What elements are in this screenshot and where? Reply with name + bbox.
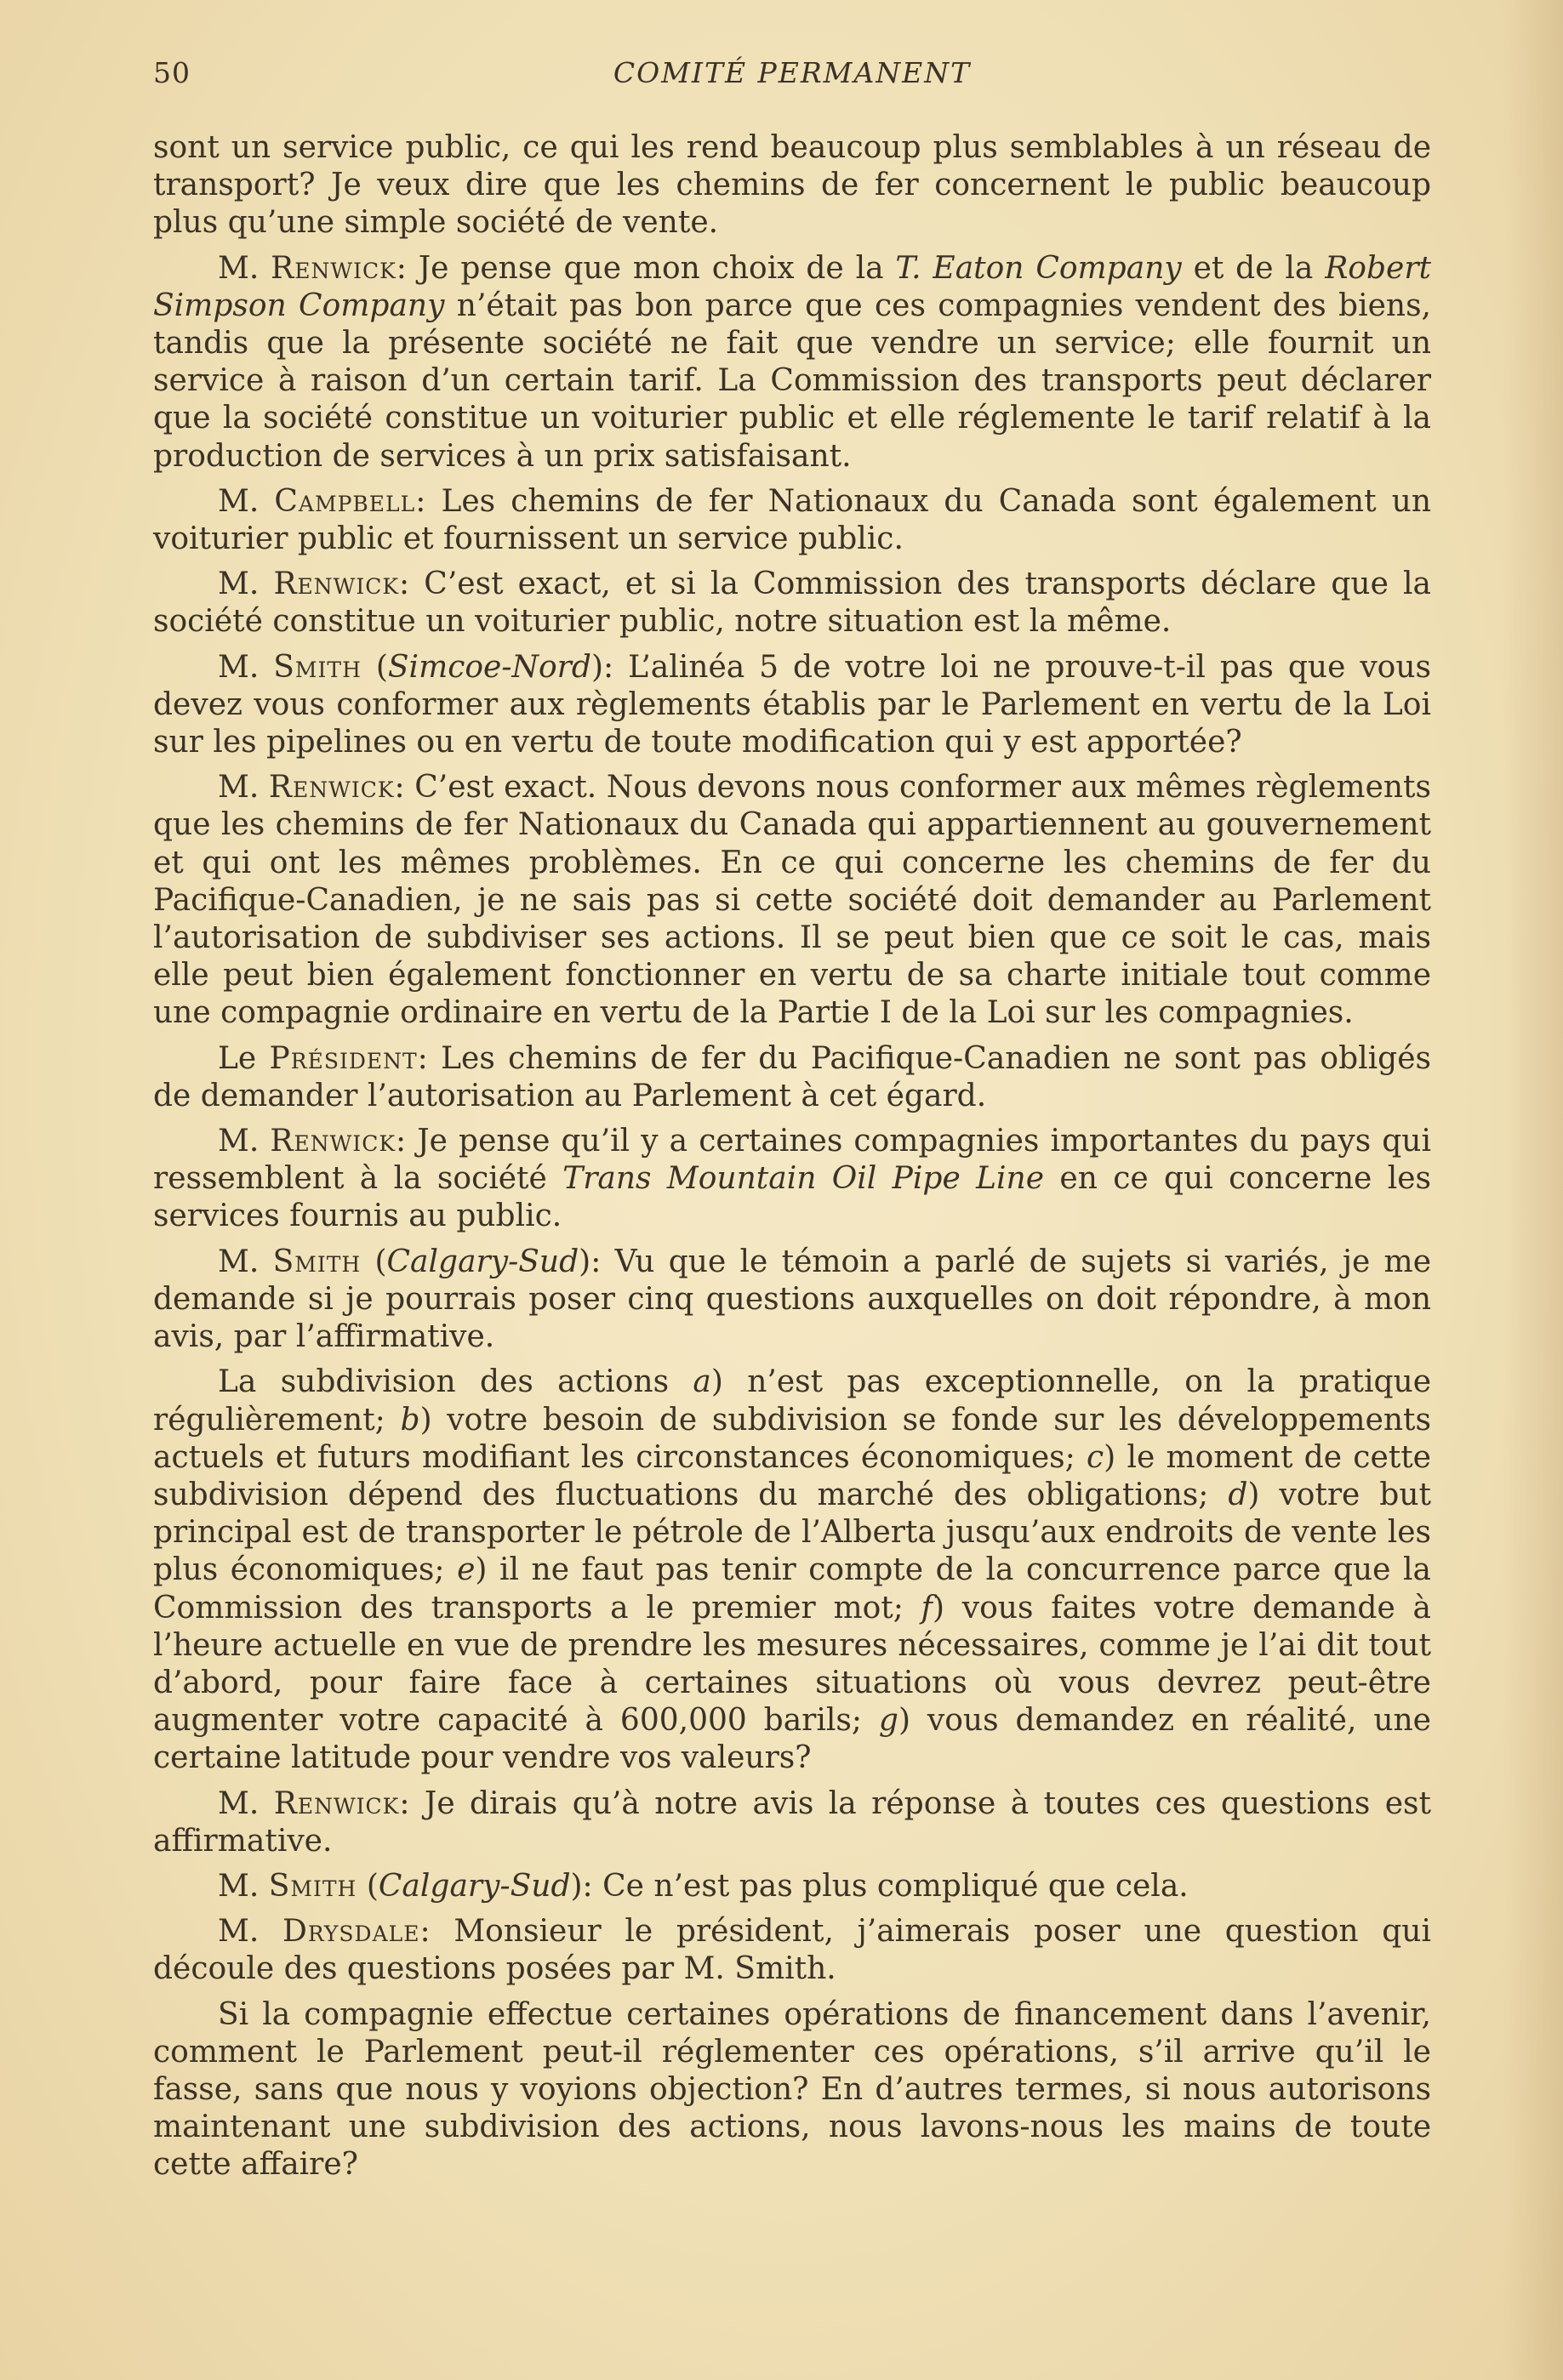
- italic-text: Trans Mountain Oil Pipe Line: [562, 1161, 1045, 1197]
- paragraph: [153, 129, 1431, 242]
- italic-text: f: [921, 1590, 933, 1626]
- text-run: M.: [218, 1868, 269, 1904]
- text-run: ) vous demandez en réalité, une certaine latitude pour vendre vos valeurs?: [153, 1703, 1431, 1776]
- text-run: M.: [218, 250, 271, 286]
- paragraph: [153, 769, 1431, 1032]
- text-run: Si la compagnie effectue certaines opérations de financement dans l’avenir, comment le Parlement peut-il réglementer ces opérations, s’il arrive qu’il le fasse, sans que nous y voyions objection? En d’autres termes, si nous autorisons maintenant une subdivision des actions, nous lavons-nous les mains de toute cette affaire?: [153, 1996, 1431, 2183]
- text-run: ) n’est pas exceptionnelle, on la pratique régulièrement;: [153, 1364, 1431, 1438]
- speaker-name: Renwick: [268, 770, 395, 806]
- paragraph: [153, 250, 1431, 475]
- text-run: : Je pense que mon choix de la: [396, 250, 896, 286]
- italic-text: Robert Simpson Company: [153, 250, 1432, 323]
- running-head: COMITÉ PERMANENT: [613, 56, 972, 89]
- paragraph: [153, 1123, 1431, 1236]
- italic-text: g: [878, 1703, 898, 1739]
- text-run: (: [357, 1868, 379, 1904]
- italic-text: e: [457, 1552, 476, 1588]
- text-run: La subdivision des actions: [218, 1364, 693, 1400]
- italic-text: T. Eaton Company: [895, 250, 1182, 286]
- italic-text: Calgary-Sud: [378, 1868, 571, 1904]
- speaker-name: Président: [269, 1040, 418, 1076]
- italic-text: c: [1086, 1439, 1104, 1475]
- text-run: M.: [218, 770, 269, 806]
- text-run: : C’est exact, et si la Commission des transports déclare que la société constitue un voiturier public, notre situation est la même.: [153, 567, 1432, 640]
- italic-text: d: [1228, 1477, 1248, 1512]
- paragraph: [153, 566, 1431, 641]
- speaker-name: Smith: [273, 649, 362, 685]
- paragraph: [153, 1868, 1431, 1905]
- speaker-name: Renwick: [271, 250, 396, 286]
- italic-text: a: [693, 1364, 711, 1400]
- paragraph: [153, 1040, 1431, 1115]
- paragraph: [153, 1364, 1431, 1777]
- speaker-name: Renwick: [273, 1785, 400, 1821]
- speaker-name: Renwick: [273, 567, 400, 602]
- paragraph: [153, 483, 1431, 558]
- speaker-name: Drysdale: [282, 1914, 420, 1950]
- text-run: M.: [218, 1124, 271, 1159]
- text-run: (: [361, 649, 388, 685]
- page-number: 50: [153, 56, 191, 89]
- text-run: : Les chemins de fer du Pacifique-Canadien ne sont pas obligés de demander l’autorisation au Parlement à cet égard.: [153, 1040, 1431, 1113]
- text-run: : Les chemins de fer Nationaux du Canada sont également un voiturier public et fournissent un service public.: [153, 483, 1431, 557]
- text-run: ) il ne faut pas tenir compte de la concurrence parce que la Commission des transports a le premier mot;: [153, 1552, 1431, 1626]
- italic-text: b: [400, 1402, 420, 1438]
- text-run: en ce qui concerne les services fournis au public.: [153, 1161, 1431, 1234]
- text-run: : Je pense qu’il y a certaines compagnies importantes du pays qui ressemblent à la société: [153, 1124, 1432, 1197]
- paragraph: [153, 1785, 1431, 1860]
- text-run: ): Vu que le témoin a parlé de sujets si variés, je me demande si je pourrais poser cinq questions auxquelles on doit répondre, à mon avis, par l’affirmative.: [153, 1244, 1432, 1355]
- page-header: [153, 56, 1431, 94]
- text-run: sont un service public, ce qui les rend beaucoup plus semblables à un réseau de transport? Je veux dire que les chemins de fer concernent le public beaucoup plus qu’une simple société de vente.: [153, 130, 1431, 241]
- speaker-name: Smith: [272, 1244, 362, 1279]
- italic-text: Calgary-Sud: [386, 1244, 579, 1279]
- text-run: ): Ce n’est pas plus compliqué que cela.: [570, 1868, 1189, 1904]
- text-run: ): L’alinéa 5 de votre loi ne prouve-t-il pas que vous devez vous conformer aux règlements établis par le Parlement en vertu de la Loi sur les pipelines ou en vertu de toute modification qui y est apportée?: [153, 649, 1431, 760]
- paragraph: [153, 1996, 1431, 2184]
- paragraph: [153, 1913, 1431, 1988]
- paragraph: [153, 1244, 1431, 1357]
- paragraph: [153, 649, 1431, 762]
- text-run: ) vous faites votre demande à l’heure actuelle en vue de prendre les mesures nécessaires, comme je l’ai dit tout d’abord, pour faire face à certaines situations où vous devrez peut-être augmenter votre capacité à 600,000 barils;: [153, 1590, 1432, 1739]
- text-run: M.: [218, 1914, 282, 1950]
- text-run: : Monsieur le président, j’aimerais poser une question qui découle des questions posées par M. Smith.: [153, 1914, 1431, 1987]
- text-run: : C’est exact. Nous devons nous conformer aux mêmes règlements que les chemins de fer Nationaux du Canada qui appartiennent au gouvernement et qui ont les mêmes problèmes. En ce qui concerne les chemins de fer du Pacifique-Canadien, je ne sais pas si cette société doit demander au Parlement l’autorisation de subdiviser ses actions. Il se peut bien que ce soit le cas, mais elle peut bien également fonctionner en vertu de sa charte initiale tout comme une compagnie ordinaire en vertu de la Partie I de la Loi sur les compagnies.: [153, 770, 1431, 1031]
- text-run: : Je dirais qu’à notre avis la réponse à toutes ces questions est affirmative.: [153, 1785, 1432, 1859]
- text-run: Le: [218, 1040, 270, 1076]
- italic-text: Simcoe-Nord: [387, 649, 591, 685]
- text-run: ) votre besoin de subdivision se fonde sur les développements actuels et futurs modifiant les circonstances économiques;: [153, 1402, 1431, 1475]
- text-run: M.: [218, 483, 275, 519]
- text-run: n’était pas bon parce que ces compagnies vendent des biens, tandis que la présente société ne fait que vendre un service; elle fournit un service à raison d’un certain tarif. La Commission des transports peut déclarer que la société constitue un voiturier public et elle réglemente le tarif relatif à la production de services à un prix satisfaisant.: [153, 288, 1431, 474]
- text-run: M.: [218, 567, 274, 602]
- speaker-name: Renwick: [270, 1124, 396, 1159]
- body-text: [153, 129, 1431, 2192]
- text-run: (: [361, 1244, 387, 1279]
- text-run: M.: [218, 1244, 273, 1279]
- text-run: M.: [218, 649, 274, 685]
- speaker-name: Campbell: [274, 483, 416, 519]
- text-run: ) le moment de cette subdivision dépend des fluctuations du marché des obligations;: [153, 1439, 1431, 1512]
- text-run: ) votre but principal est de transporter le pétrole de l’Alberta jusqu’aux endroits de vente les plus économiques;: [153, 1477, 1432, 1588]
- speaker-name: Smith: [268, 1868, 357, 1904]
- text-run: et de la: [1181, 250, 1326, 286]
- text-run: M.: [218, 1785, 274, 1821]
